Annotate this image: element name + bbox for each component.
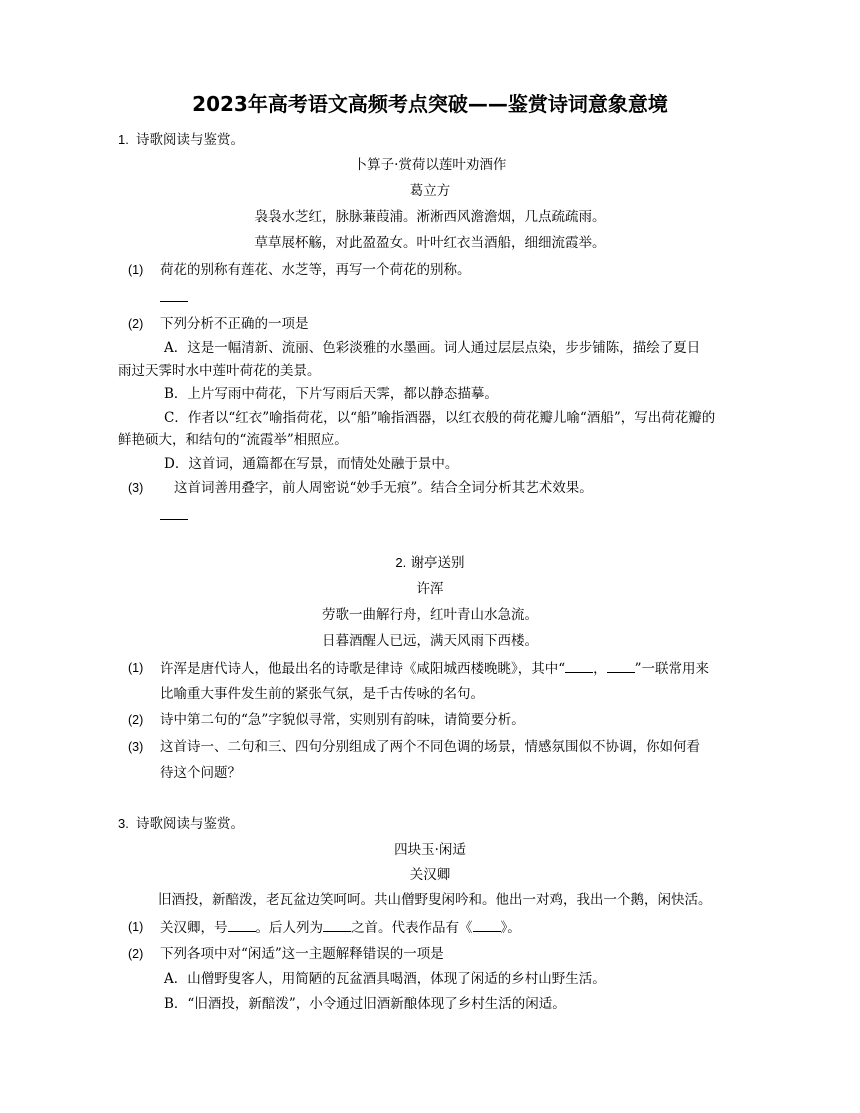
q2-blank-1[interactable] bbox=[565, 658, 593, 673]
q3-option-a: A．山僧野叟客人，用简陋的瓦盆酒具喝酒，体现了闲适的乡村山野生活。 bbox=[164, 971, 606, 987]
q1-sub-3-text: 这首词善用叠字，前人周密说“妙手无痕”。结合全词分析其艺术效果。 bbox=[174, 480, 593, 496]
q3-blank-2[interactable] bbox=[323, 917, 351, 932]
poem-2-line-2: 日暮酒醒人已远，满天风雨下西楼。 bbox=[322, 633, 538, 649]
q1-option-a-line-1: A．这是一幅清新、流丽、色彩淡雅的水墨画。词人通过层层点染，步步铺陈，描绘了夏日 bbox=[164, 340, 701, 356]
q1-sub-1-answer-line bbox=[160, 301, 188, 302]
q2-sub-1-text-a: 许浑是唐代诗人，他最出名的诗歌是律诗《咸阳城西楼晚眺》，其中“ bbox=[160, 661, 566, 677]
q2-sub-3-number: (3) bbox=[128, 740, 144, 754]
poem-3-line-1: 旧酒投，新醅泼，老瓦盆边笑呵呵。共山僧野叟闲吟和。他出一对鸡，我出一个鹅，闲快活。 bbox=[158, 892, 712, 908]
q2-sub-2-text: 诗中第二句的“急”字貌似寻常，实则别有韵味，请简要分析。 bbox=[160, 712, 525, 728]
q2-sub-1-line-1 bbox=[160, 658, 709, 679]
q3-sub-2-number: (2) bbox=[128, 947, 144, 961]
poem-2-title: 谢亭送别 bbox=[410, 555, 465, 571]
q3-sub-1-text-d: 》。 bbox=[500, 920, 521, 936]
page-title: 2023年高考语文高频考点突破——鉴赏诗词意象意境 bbox=[192, 92, 668, 116]
q2-sub-2-number: (2) bbox=[128, 713, 144, 727]
poem-2-author: 许浑 bbox=[416, 581, 444, 597]
poem-1-line-2: 草草展杯觞，对此盈盈女。叶叶红衣当酒船，细细流霞举。 bbox=[254, 235, 606, 251]
q3-sub-1-number: (1) bbox=[128, 920, 144, 934]
q2-blank-2[interactable] bbox=[607, 658, 635, 673]
poem-3-title: 四块玉·闲适 bbox=[394, 842, 466, 858]
q2-sub-1-text-b: ， bbox=[593, 661, 607, 677]
q3-option-b: B．“旧酒投，新醅泼”，小令通过旧酒新酿体现了乡村生活的闲适。 bbox=[164, 996, 566, 1012]
q3-sub-1-text-c: 之首。代表作品有《 bbox=[351, 920, 473, 936]
question-3-number: 3. bbox=[118, 816, 129, 831]
q2-sub-1-number: (1) bbox=[128, 661, 144, 675]
q1-option-c-line-2: 鲜艳硕大，和结句的“流霞举”相照应。 bbox=[118, 432, 348, 448]
q1-sub-3-answer-line bbox=[160, 519, 188, 520]
q2-sub-3-line-2: 待这个问题？ bbox=[160, 765, 241, 781]
q1-option-a-line-2: 雨过天霁时水中莲叶荷花的美景。 bbox=[118, 363, 321, 379]
q1-sub-1-text: 荷花的别称有莲花、水芝等，再写一个荷花的别称。 bbox=[160, 262, 471, 278]
q2-sub-1-text-c: ”一联常用来 bbox=[634, 661, 710, 677]
q3-blank-3[interactable] bbox=[473, 917, 501, 932]
q3-blank-1[interactable] bbox=[228, 917, 256, 932]
q2-sub-1-line-2: 比喻重大事件发生前的紧张气氛，是千古传咏的名句。 bbox=[160, 686, 484, 702]
poem-1-title: 卜算子·赏荷以莲叶劝酒作 bbox=[353, 157, 507, 173]
q1-sub-2-text: 下列分析不正确的一项是 bbox=[160, 316, 309, 332]
q1-sub-3-number: (3) bbox=[128, 481, 144, 495]
q1-sub-2-number: (2) bbox=[128, 317, 144, 331]
q1-sub-1-number: (1) bbox=[128, 263, 144, 277]
q3-sub-2-text: 下列各项中对“闲适”这一主题解释错误的一项是 bbox=[160, 946, 444, 962]
poem-1-line-1: 袅袅水芝红，脉脉蒹葭浦。淅淅西风澹澹烟，几点疏疏雨。 bbox=[254, 209, 606, 225]
q3-sub-1-line bbox=[160, 917, 521, 938]
question-1-prompt: 诗歌阅读与鉴赏。 bbox=[136, 132, 244, 148]
q1-option-d: D．这首词，通篇都在写景，而情处处融于景中。 bbox=[164, 456, 459, 472]
q3-sub-1-text-a: 关汉卿，号 bbox=[160, 920, 228, 936]
q3-sub-1-text-b: 。后人列为 bbox=[255, 920, 323, 936]
question-1-number: 1. bbox=[118, 132, 129, 147]
q1-option-c-line-1: C．作者以“红衣”喻指荷花，以“船”喻指酒器，以红衣般的荷花瓣儿喻“酒船”，写出荷花瓣的 bbox=[164, 410, 716, 426]
question-2-number: 2. bbox=[395, 555, 407, 570]
q1-option-b: B．上片写雨中荷花，下片写雨后天霁，都以静态描摹。 bbox=[164, 386, 498, 402]
poem-1-author: 葛立方 bbox=[409, 183, 451, 199]
q2-sub-3-line-1: 这首诗一、二句和三、四句分别组成了两个不同色调的场景，情感氛围似不协调，你如何看 bbox=[160, 739, 700, 755]
question-3-prompt: 诗歌阅读与鉴赏。 bbox=[136, 816, 244, 832]
poem-3-author: 关汉卿 bbox=[409, 867, 451, 883]
question-2-header bbox=[0, 553, 860, 573]
poem-2-line-1: 劳歌一曲解行舟，红叶青山水急流。 bbox=[322, 607, 538, 623]
